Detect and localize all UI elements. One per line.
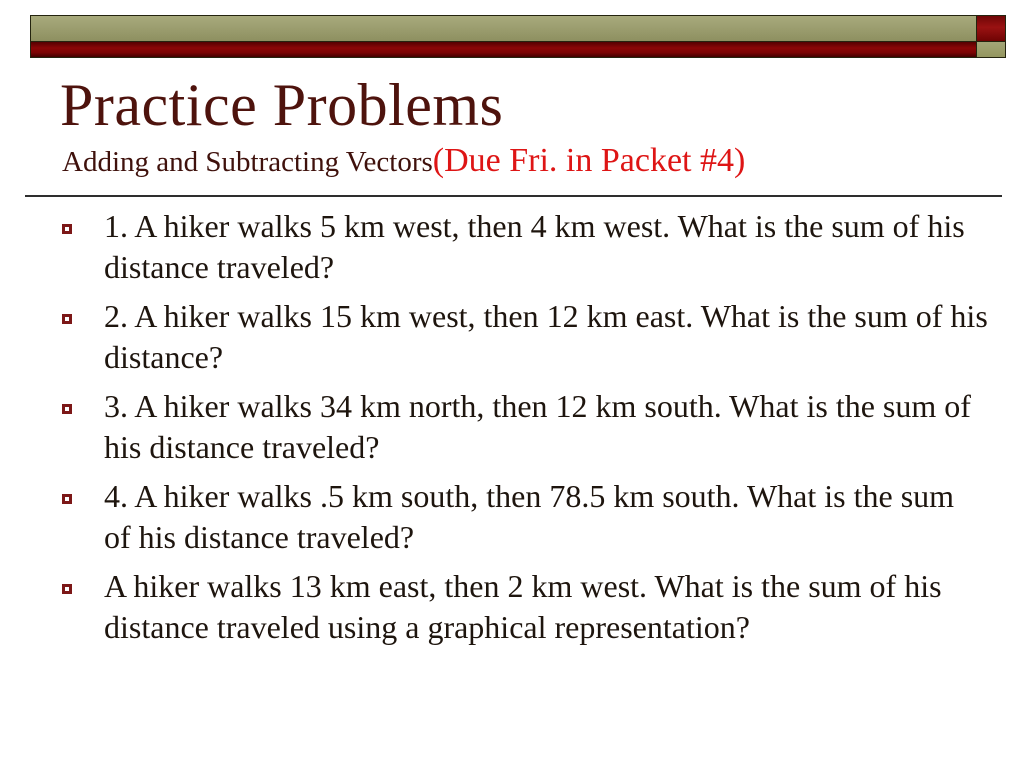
square-bullet-icon [62,584,72,594]
square-bullet-icon [62,314,72,324]
slide-subtitle [62,140,745,188]
bullet-text: 4. A hiker walks .5 km south, then 78.5 km south. What is the sum of his distance traveled? [104,478,955,555]
list-item [62,386,994,468]
subtitle-due-note: (Due Fri. in Packet #4) [432,142,746,179]
banner-red-bar [31,42,976,57]
list-item [62,206,994,288]
banner-olive-bar [31,16,976,41]
bullet-text: A hiker walks 13 km east, then 2 km west. What is the sum of his distance traveled using a graphical representation? [104,568,942,645]
subtitle-text: Adding and Subtracting Vectors [62,146,433,178]
square-bullet-icon [62,224,72,234]
banner-row-top [30,15,1006,42]
list-item [62,566,994,648]
bullet-text: 1. A hiker walks 5 km west, then 4 km west. What is the sum of his distance traveled? [104,208,965,285]
title-separator-line [25,195,1002,197]
slide-title: Practice Problems [60,72,504,138]
banner-row-bottom [30,41,1006,58]
square-bullet-icon [62,404,72,414]
bullet-text: 3. A hiker walks 34 km north, then 12 km south. What is the sum of his distance traveled? [104,388,971,465]
list-item [62,476,994,558]
bullet-list [62,206,994,656]
top-banner [30,15,1006,58]
square-bullet-icon [62,494,72,504]
banner-red-square [976,16,1005,41]
bullet-text: 2. A hiker walks 15 km west, then 12 km east. What is the sum of his distance? [104,298,988,375]
banner-olive-square [976,42,1005,57]
list-item [62,296,994,378]
